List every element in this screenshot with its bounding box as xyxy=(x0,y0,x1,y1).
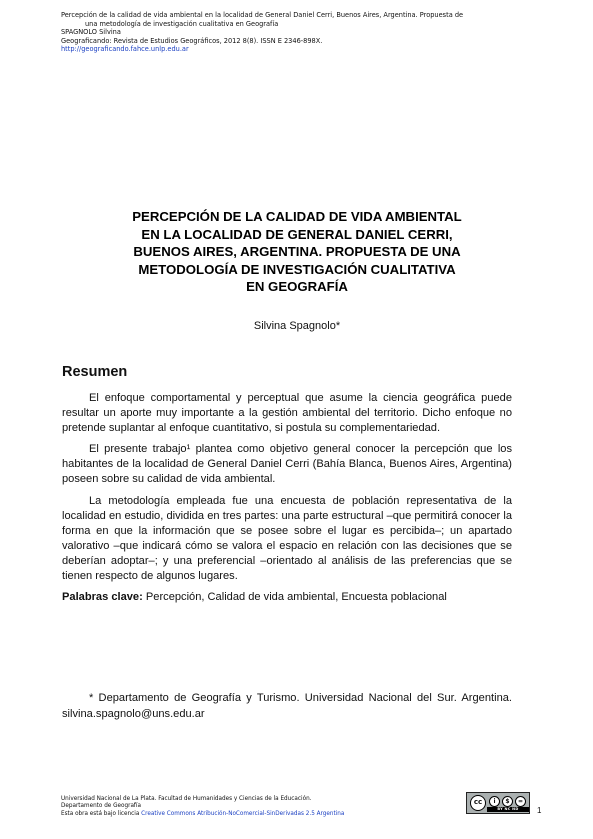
nd-label: ND xyxy=(512,807,519,811)
header-article-title: Percepción de la calidad de vida ambiental en la localidad de General Daniel Cerri, Buenos Aires, Argentina. Propuesta de xyxy=(61,11,464,19)
running-header xyxy=(61,11,541,54)
article-author: Silvina Spagnolo* xyxy=(253,320,341,332)
page-number: 1 xyxy=(537,806,542,815)
noncommercial-icon: $ xyxy=(502,796,513,807)
header-journal-link[interactable]: http://geograficando.fahce.unlp.edu.ar xyxy=(61,45,189,54)
abstract-paragraph: El presente trabajo¹ plantea como objetivo general conocer la percepción que los habitantes de la localidad de General Daniel Cerri (Bahía Blanca, Buenos Aires, Argentina) poseen sobre su calidad de vida ambiental. xyxy=(62,443,512,486)
title-line: BUENOS AIRES, ARGENTINA. PROPUESTA DE UNA xyxy=(133,244,461,260)
footer-license-prefix: Esta obra está bajo licencia xyxy=(61,810,142,817)
footer-institution: Universidad Nacional de La Plata. Facultad de Humanidades y Ciencias de la Educación. xyxy=(61,796,312,802)
keywords-text: Percepción, Calidad de vida ambiental, Encuesta poblacional xyxy=(142,591,447,604)
header-author: SPAGNOLO Silvina xyxy=(61,28,121,37)
by-label: BY xyxy=(497,807,503,811)
title-line: PERCEPCIÓN DE LA CALIDAD DE VIDA AMBIENTAL xyxy=(132,209,462,224)
noderivatives-icon: = xyxy=(515,796,526,807)
footer-department: Departamento de Geografía xyxy=(61,803,141,810)
footnote-text: * Departamento de Geografía y Turismo. Universidad Nacional del Sur. Argentina. silvina.spagnolo@uns.edu.ar xyxy=(62,692,512,720)
header-article-title-cont: una metodología de investigación cualitativa en Geografía xyxy=(85,19,279,28)
creative-commons-badge-icon[interactable] xyxy=(466,792,530,814)
page-footer xyxy=(61,796,461,818)
nc-label: NC xyxy=(504,807,511,811)
license-link[interactable]: Creative Commons Atribución-NoComercial-SinDerivadas 2.5 Argentina xyxy=(141,810,345,817)
abstract-paragraph: La metodología empleada fue una encuesta de población representativa de la localidad en estudio, dividida en tres partes: una parte estructural –que permitirá conocer la forma en que la información que se posee sobre el lugar es percibida–; un apartado valorativo –que indicará cómo se valora el espacio en relación con las decisiones que se deberían adoptar–; y una preferencial –orientado al análisis de las preferencias que se tienen respecto de algunos lugares. xyxy=(62,494,512,583)
header-journal: Geograficando: Revista de Estudios Geográficos, 2012 8(8). ISSN E 2346-898X. xyxy=(61,36,323,45)
title-line: EN GEOGRAFÍA xyxy=(246,279,348,295)
article-title xyxy=(62,208,532,296)
footnote xyxy=(62,691,512,722)
cc-logo-icon: cc xyxy=(470,795,486,811)
footer-license-line xyxy=(61,811,461,818)
title-line: METODOLOGÍA DE INVESTIGACIÓN CUALITATIVA xyxy=(138,261,456,277)
attribution-icon: i xyxy=(489,796,500,807)
keywords-label: Palabras clave: xyxy=(62,591,143,604)
abstract-heading: Resumen xyxy=(62,364,128,380)
abstract-paragraph: El enfoque comportamental y perceptual que asume la ciencia geográfica puede resultar un aporte muy importante a la gestión ambiental del territorio. Dicho enfoque no pretende suplantar al enfoque cuantitativo, si postula su complementariedad. xyxy=(62,392,512,435)
abstract-body xyxy=(62,391,512,611)
title-line: EN LA LOCALIDAD DE GENERAL DANIEL CERRI, xyxy=(141,226,453,242)
keywords xyxy=(62,590,512,605)
license-strip xyxy=(487,807,529,812)
